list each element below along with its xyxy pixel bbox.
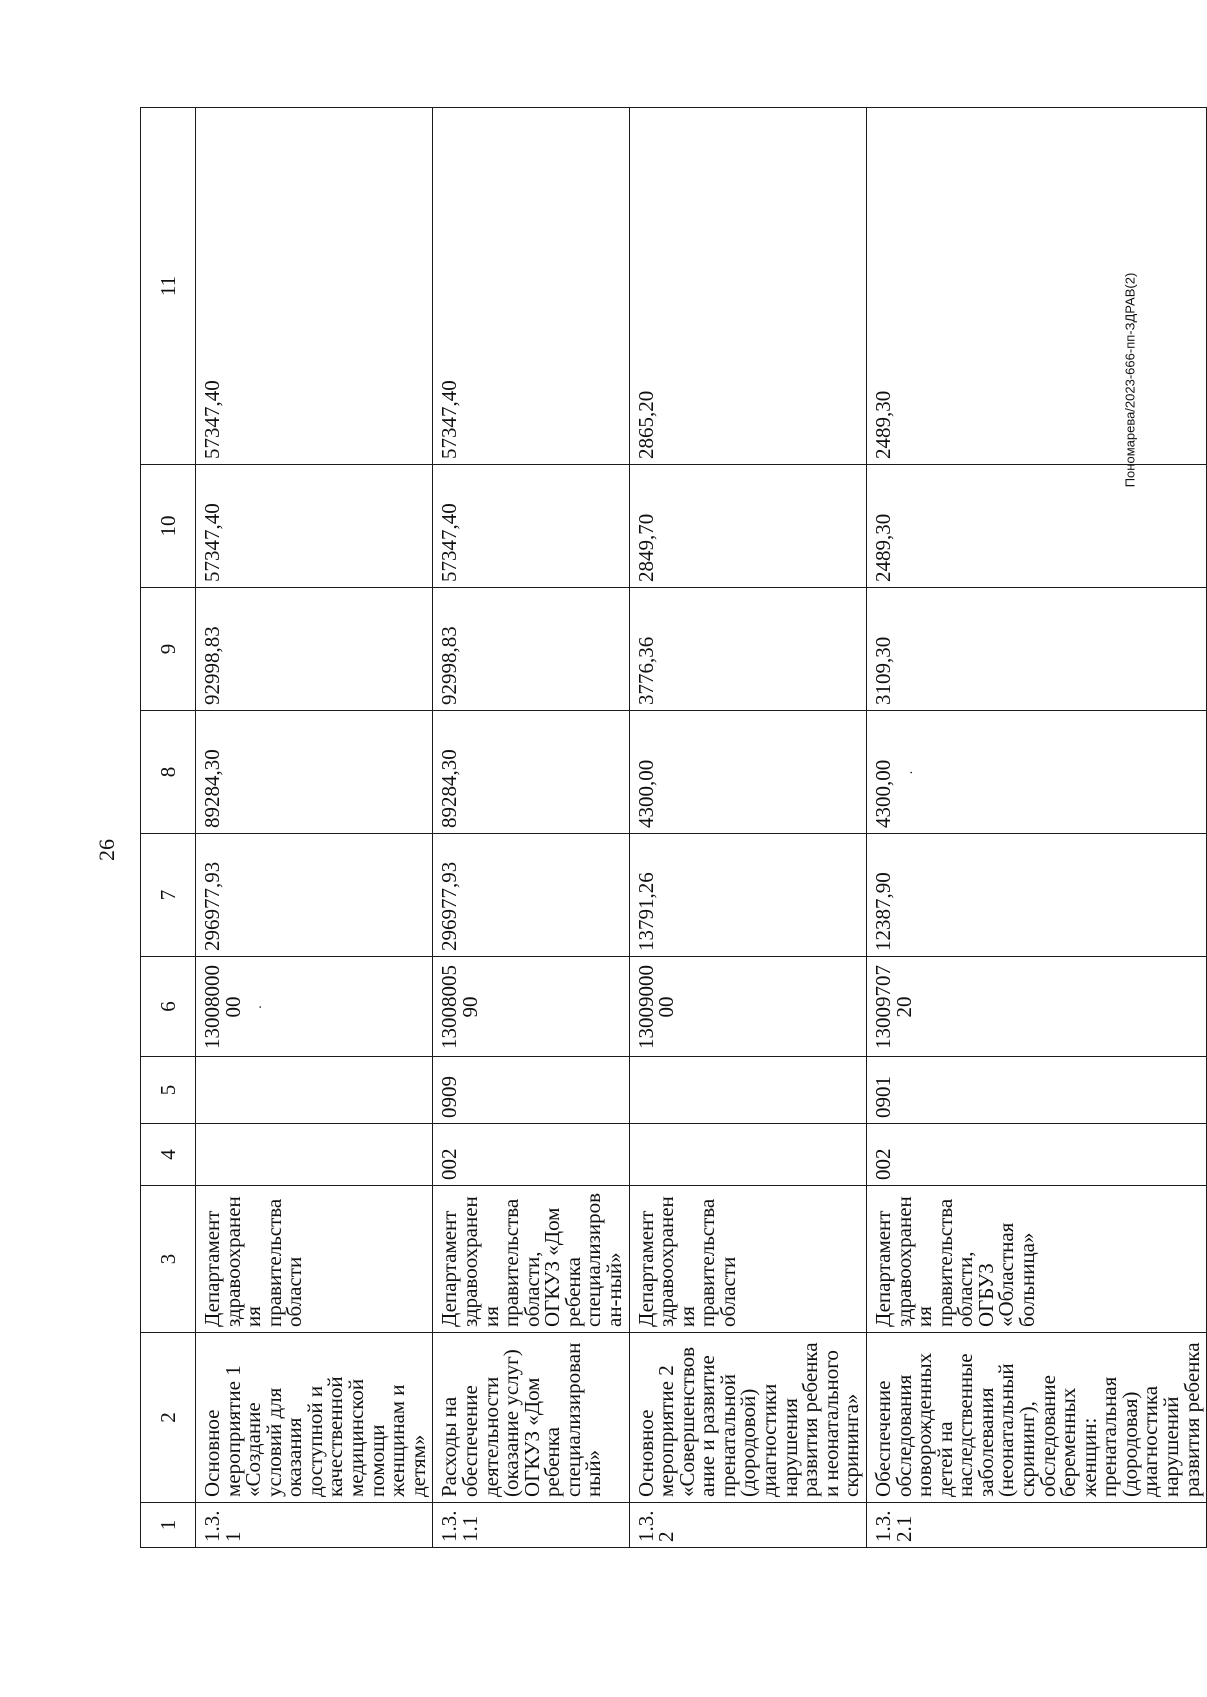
value-col-9: 92998,83 bbox=[433, 588, 629, 711]
value-col-10: 2489,30 bbox=[866, 465, 1206, 588]
value-col-10: 2849,70 bbox=[629, 465, 866, 588]
section-code bbox=[196, 1057, 433, 1124]
value-col-11: 57347,40 bbox=[196, 108, 433, 465]
activity-name: Расходы на обеспечение деятельности (оказание услуг) ОГКУЗ «Дом ребенка специализированный» bbox=[433, 1333, 629, 1503]
value-col-9: 92998,83 bbox=[196, 588, 433, 711]
responsible-executor: Департамент здравоохранения правительства области, ОГКУЗ «Дом ребенка специализирован-ный» bbox=[433, 1186, 629, 1333]
activity-name: Обеспечение обследования новорожденных детей на наследственные заболевания (неонатальный скрининг), обследование беременных женщин: пренатальная (дородовая) диагностика нарушений развития ребенка bbox=[866, 1333, 1206, 1503]
value-col-8: 89284,30 bbox=[433, 711, 629, 834]
section-code: 0909 bbox=[433, 1057, 629, 1124]
header-row bbox=[141, 108, 196, 1548]
column-header: 4 bbox=[141, 1124, 196, 1186]
target-article-code: 1300900000 bbox=[629, 957, 866, 1057]
value-col-11: 2489,30 bbox=[866, 108, 1206, 465]
section-code bbox=[629, 1057, 866, 1124]
responsible-executor: Департамент здравоохранения правительства области bbox=[196, 1186, 433, 1333]
value-col-8-text: 4300,00 bbox=[870, 759, 895, 828]
table-row bbox=[866, 108, 1206, 1548]
row-number: 1.3.2 bbox=[629, 1503, 866, 1548]
table-row bbox=[433, 108, 629, 1548]
value-col-8 bbox=[866, 711, 1206, 834]
section-code: 0901 bbox=[866, 1057, 1206, 1124]
row-number: 1.3.1.1 bbox=[433, 1503, 629, 1548]
responsible-executor: Департамент здравоохранения правительства области bbox=[629, 1186, 866, 1333]
value-col-11: 2865,20 bbox=[629, 108, 866, 465]
value-col-7: 296977,93 bbox=[196, 834, 433, 957]
column-header: 6 bbox=[141, 957, 196, 1057]
budget-table bbox=[140, 107, 1207, 1548]
scan-dot: · bbox=[254, 1004, 270, 1010]
table-row bbox=[629, 108, 866, 1548]
grbs-code bbox=[196, 1124, 433, 1186]
page-number: 26 bbox=[94, 839, 119, 861]
activity-name: Основное мероприятие 2 «Совершенствование и развитие пренатальной (дородовой) диагностики нарушения развития ребенка и неонатального скрининга» bbox=[629, 1333, 866, 1503]
value-col-7: 13791,26 bbox=[629, 834, 866, 957]
target-article-code-value: 1300800000 bbox=[200, 965, 245, 1049]
grbs-code: 002 bbox=[866, 1124, 1206, 1186]
scan-dot: · bbox=[904, 770, 920, 775]
grbs-code: 002 bbox=[433, 1124, 629, 1186]
target-article-code: 1300800590 bbox=[433, 957, 629, 1057]
activity-name: Основное мероприятие 1 «Создание условий для оказания доступной и качественной медицинской помощи женщинам и детям» bbox=[196, 1333, 433, 1503]
value-col-7: 12387,90 bbox=[866, 834, 1206, 957]
value-col-11: 57347,40 bbox=[433, 108, 629, 465]
value-col-10: 57347,40 bbox=[196, 465, 433, 588]
column-header: 8 bbox=[141, 711, 196, 834]
column-header: 5 bbox=[141, 1057, 196, 1124]
column-header: 1 bbox=[141, 1503, 196, 1548]
target-article-code bbox=[196, 957, 433, 1057]
column-header: 10 bbox=[141, 465, 196, 588]
value-col-7: 296977,93 bbox=[433, 834, 629, 957]
column-header: 11 bbox=[141, 108, 196, 465]
column-header: 9 bbox=[141, 588, 196, 711]
row-number: 1.3.2.1 bbox=[866, 1503, 1206, 1548]
value-col-8: 89284,30 bbox=[196, 711, 433, 834]
value-col-9: 3776,36 bbox=[629, 588, 866, 711]
column-header: 7 bbox=[141, 834, 196, 957]
column-header: 2 bbox=[141, 1333, 196, 1503]
value-col-9: 3109,30 bbox=[866, 588, 1206, 711]
value-col-8: 4300,00 bbox=[629, 711, 866, 834]
document-code: Пономарева/2023-666-пп-ЗДРАВ(2) bbox=[1122, 272, 1138, 488]
value-col-10: 57347,40 bbox=[433, 465, 629, 588]
target-article-code: 1300970720 bbox=[866, 957, 1206, 1057]
responsible-executor: Департамент здравоохранения правительства области, ОГБУЗ «Областная больница» bbox=[866, 1186, 1206, 1333]
grbs-code bbox=[629, 1124, 866, 1186]
row-number: 1.3.1 bbox=[196, 1503, 433, 1548]
table-row bbox=[196, 108, 433, 1548]
column-header: 3 bbox=[141, 1186, 196, 1333]
